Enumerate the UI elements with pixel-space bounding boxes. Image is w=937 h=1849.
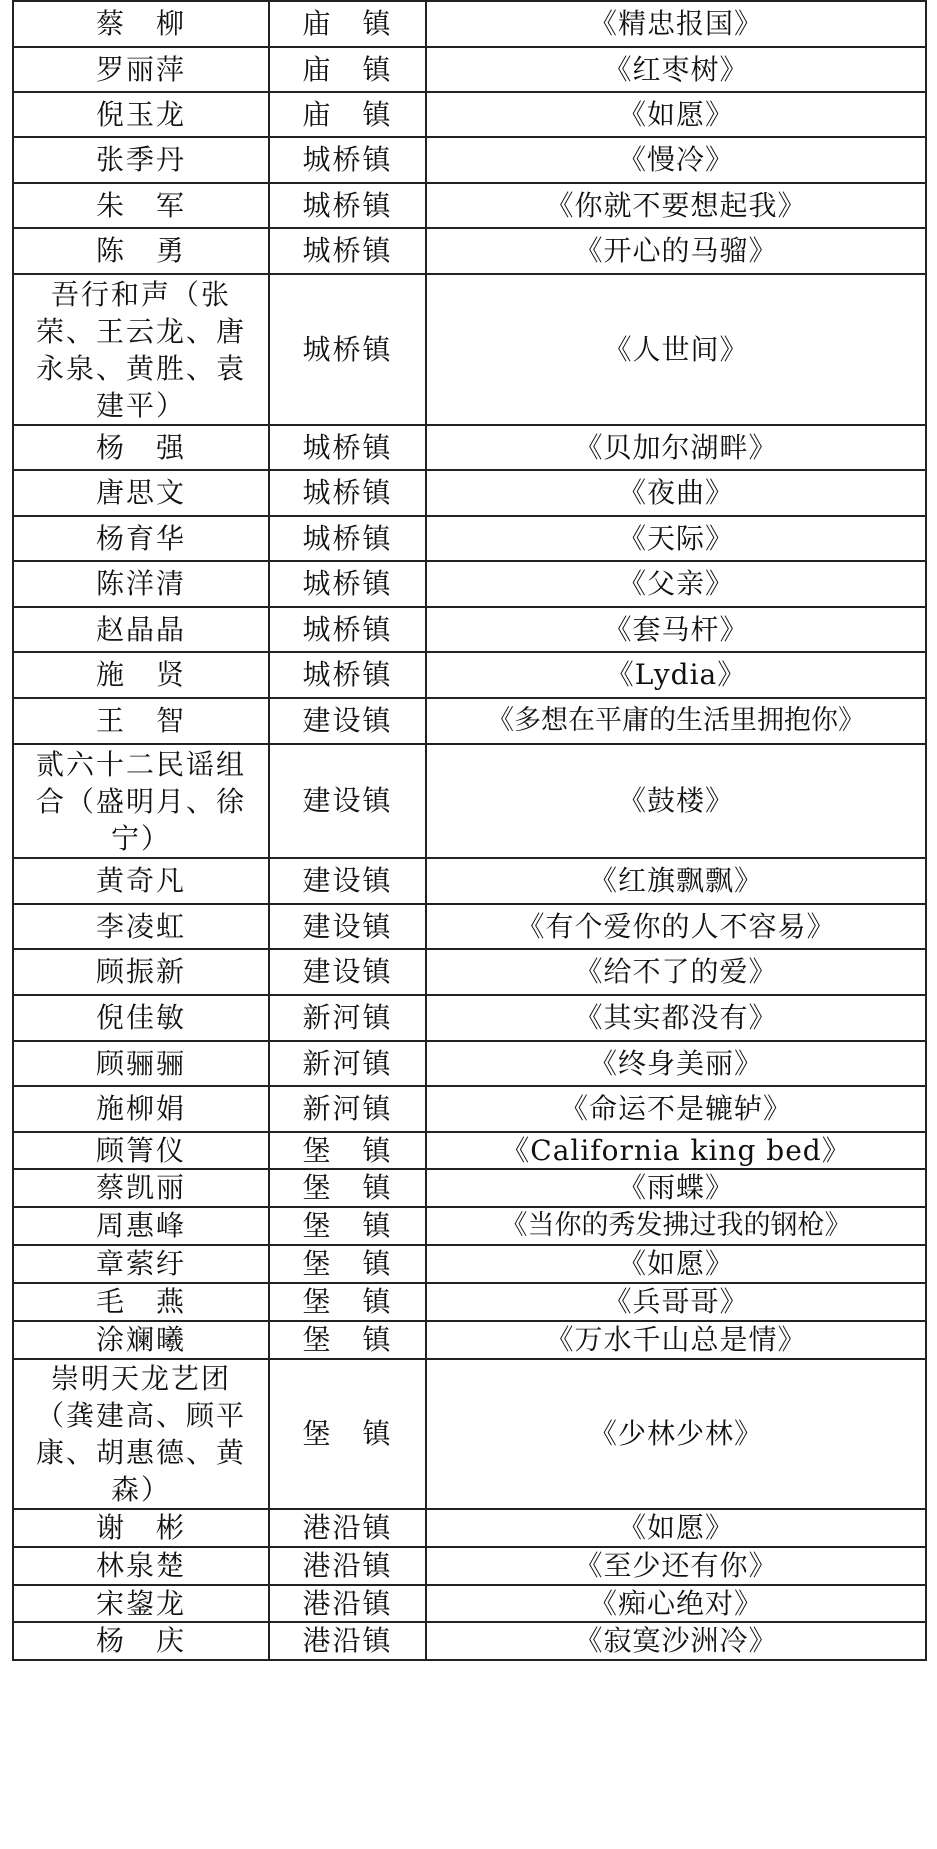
performer-name: 涂斓曦 xyxy=(13,1321,269,1359)
town-name: 城桥镇 xyxy=(269,470,426,516)
town-name: 庙 镇 xyxy=(269,47,426,92)
song-title: 《万水千山总是情》 xyxy=(426,1321,926,1359)
song-title: 《鼓楼》 xyxy=(426,744,926,858)
performer-name: 宋鋆龙 xyxy=(13,1585,269,1622)
performer-name: 杨 庆 xyxy=(13,1622,269,1660)
table-row xyxy=(13,183,926,228)
table-row xyxy=(13,1132,926,1169)
performer-name: 周惠峰 xyxy=(13,1207,269,1245)
town-name: 堡 镇 xyxy=(269,1283,426,1321)
performer-name: 顾骊骊 xyxy=(13,1041,269,1086)
town-name: 城桥镇 xyxy=(269,228,426,274)
town-name: 建设镇 xyxy=(269,858,426,904)
table-row xyxy=(13,137,926,183)
town-name: 城桥镇 xyxy=(269,183,426,228)
town-name: 堡 镇 xyxy=(269,1359,426,1509)
song-title: 《你就不要想起我》 xyxy=(426,183,926,228)
performer-name: 张季丹 xyxy=(13,137,269,183)
performer-name: 李凌虹 xyxy=(13,904,269,949)
table-row xyxy=(13,1041,926,1086)
performer-name: 倪玉龙 xyxy=(13,92,269,137)
table-row xyxy=(13,561,926,607)
table-row xyxy=(13,1169,926,1207)
table-row xyxy=(13,652,926,698)
song-title: 《如愿》 xyxy=(426,92,926,137)
table-row xyxy=(13,425,926,470)
song-title: 《慢冷》 xyxy=(426,137,926,183)
performer-name: 毛 燕 xyxy=(13,1283,269,1321)
song-title: 《命运不是辘轳》 xyxy=(426,1086,926,1132)
performer-name: 崇明天龙艺团（龚建高、顾平康、胡惠德、黄森） xyxy=(13,1359,269,1509)
town-name: 新河镇 xyxy=(269,1041,426,1086)
town-name: 堡 镇 xyxy=(269,1321,426,1359)
town-name: 新河镇 xyxy=(269,1086,426,1132)
song-title: 《California king bed》 xyxy=(426,1132,926,1169)
town-name: 城桥镇 xyxy=(269,274,426,425)
song-title: 《人世间》 xyxy=(426,274,926,425)
song-title: 《如愿》 xyxy=(426,1509,926,1547)
song-title: 《夜曲》 xyxy=(426,470,926,516)
town-name: 堡 镇 xyxy=(269,1132,426,1169)
table-row xyxy=(13,274,926,425)
performer-name: 陈洋清 xyxy=(13,561,269,607)
town-name: 庙 镇 xyxy=(269,1,426,47)
town-name: 堡 镇 xyxy=(269,1169,426,1207)
performer-name: 章萦纡 xyxy=(13,1245,269,1283)
table-row xyxy=(13,1321,926,1359)
song-title: 《其实都没有》 xyxy=(426,995,926,1041)
performer-name: 倪佳敏 xyxy=(13,995,269,1041)
song-title: 《寂寞沙洲冷》 xyxy=(426,1622,926,1660)
table-row xyxy=(13,47,926,92)
document-page xyxy=(12,0,925,1847)
song-title: 《红枣树》 xyxy=(426,47,926,92)
town-name: 建设镇 xyxy=(269,698,426,744)
song-title: 《贝加尔湖畔》 xyxy=(426,425,926,470)
town-name: 庙 镇 xyxy=(269,92,426,137)
table-row xyxy=(13,92,926,137)
table-row xyxy=(13,1086,926,1132)
table-row xyxy=(13,228,926,274)
song-title: 《红旗飘飘》 xyxy=(426,858,926,904)
performer-name: 施柳娟 xyxy=(13,1086,269,1132)
song-title: 《Lydia》 xyxy=(426,652,926,698)
table-row xyxy=(13,1245,926,1283)
song-title: 《有个爱你的人不容易》 xyxy=(426,904,926,949)
song-title: 《精忠报国》 xyxy=(426,1,926,47)
performer-name: 吾行和声（张 荣、王云龙、唐永泉、黄胜、袁建平） xyxy=(13,274,269,425)
song-title: 《如愿》 xyxy=(426,1245,926,1283)
table-row xyxy=(13,949,926,995)
table-row xyxy=(13,1509,926,1547)
song-title: 《兵哥哥》 xyxy=(426,1283,926,1321)
table-row xyxy=(13,698,926,744)
song-title: 《给不了的爱》 xyxy=(426,949,926,995)
table-row xyxy=(13,995,926,1041)
table-row xyxy=(13,1622,926,1660)
town-name: 城桥镇 xyxy=(269,561,426,607)
table-row xyxy=(13,1547,926,1585)
town-name: 港沿镇 xyxy=(269,1585,426,1622)
table-row xyxy=(13,1207,926,1245)
performer-name: 顾箐仪 xyxy=(13,1132,269,1169)
table-row xyxy=(13,1283,926,1321)
performer-name: 赵晶晶 xyxy=(13,607,269,652)
town-name: 港沿镇 xyxy=(269,1509,426,1547)
song-title: 《雨蝶》 xyxy=(426,1169,926,1207)
song-title: 《少林少林》 xyxy=(426,1359,926,1509)
table-row xyxy=(13,1585,926,1622)
performer-name: 杨育华 xyxy=(13,516,269,561)
table-row xyxy=(13,470,926,516)
town-name: 堡 镇 xyxy=(269,1207,426,1245)
performer-name: 杨 强 xyxy=(13,425,269,470)
table-row xyxy=(13,858,926,904)
song-title: 《套马杆》 xyxy=(426,607,926,652)
table-row xyxy=(13,516,926,561)
town-name: 城桥镇 xyxy=(269,652,426,698)
performer-name: 蔡 柳 xyxy=(13,1,269,47)
town-name: 城桥镇 xyxy=(269,516,426,561)
song-title: 《终身美丽》 xyxy=(426,1041,926,1086)
performer-name: 蔡凯丽 xyxy=(13,1169,269,1207)
performer-name: 顾振新 xyxy=(13,949,269,995)
table-row xyxy=(13,744,926,858)
table-row xyxy=(13,607,926,652)
performer-name: 罗丽萍 xyxy=(13,47,269,92)
town-name: 城桥镇 xyxy=(269,607,426,652)
town-name: 建设镇 xyxy=(269,744,426,858)
table-row xyxy=(13,1359,926,1509)
town-name: 建设镇 xyxy=(269,904,426,949)
song-title: 《至少还有你》 xyxy=(426,1547,926,1585)
performer-name: 黄奇凡 xyxy=(13,858,269,904)
table-row xyxy=(13,1,926,47)
performer-name: 贰六十二民谣组合（盛明月、徐宁） xyxy=(13,744,269,858)
town-name: 城桥镇 xyxy=(269,425,426,470)
performer-table xyxy=(12,0,927,1661)
town-name: 港沿镇 xyxy=(269,1547,426,1585)
town-name: 城桥镇 xyxy=(269,137,426,183)
song-title: 《痴心绝对》 xyxy=(426,1585,926,1622)
performer-name: 施 贤 xyxy=(13,652,269,698)
performer-name: 谢 彬 xyxy=(13,1509,269,1547)
performer-name: 王 智 xyxy=(13,698,269,744)
town-name: 新河镇 xyxy=(269,995,426,1041)
song-title: 《多想在平庸的生活里拥抱你》 xyxy=(426,698,926,744)
performer-name: 陈 勇 xyxy=(13,228,269,274)
town-name: 堡 镇 xyxy=(269,1245,426,1283)
town-name: 港沿镇 xyxy=(269,1622,426,1660)
performer-name: 林泉楚 xyxy=(13,1547,269,1585)
table-row xyxy=(13,904,926,949)
performer-name: 朱 军 xyxy=(13,183,269,228)
performer-name: 唐思文 xyxy=(13,470,269,516)
song-title: 《天际》 xyxy=(426,516,926,561)
song-title: 《开心的马骝》 xyxy=(426,228,926,274)
song-title: 《父亲》 xyxy=(426,561,926,607)
song-title: 《当你的秀发拂过我的钢枪》 xyxy=(426,1207,926,1245)
town-name: 建设镇 xyxy=(269,949,426,995)
